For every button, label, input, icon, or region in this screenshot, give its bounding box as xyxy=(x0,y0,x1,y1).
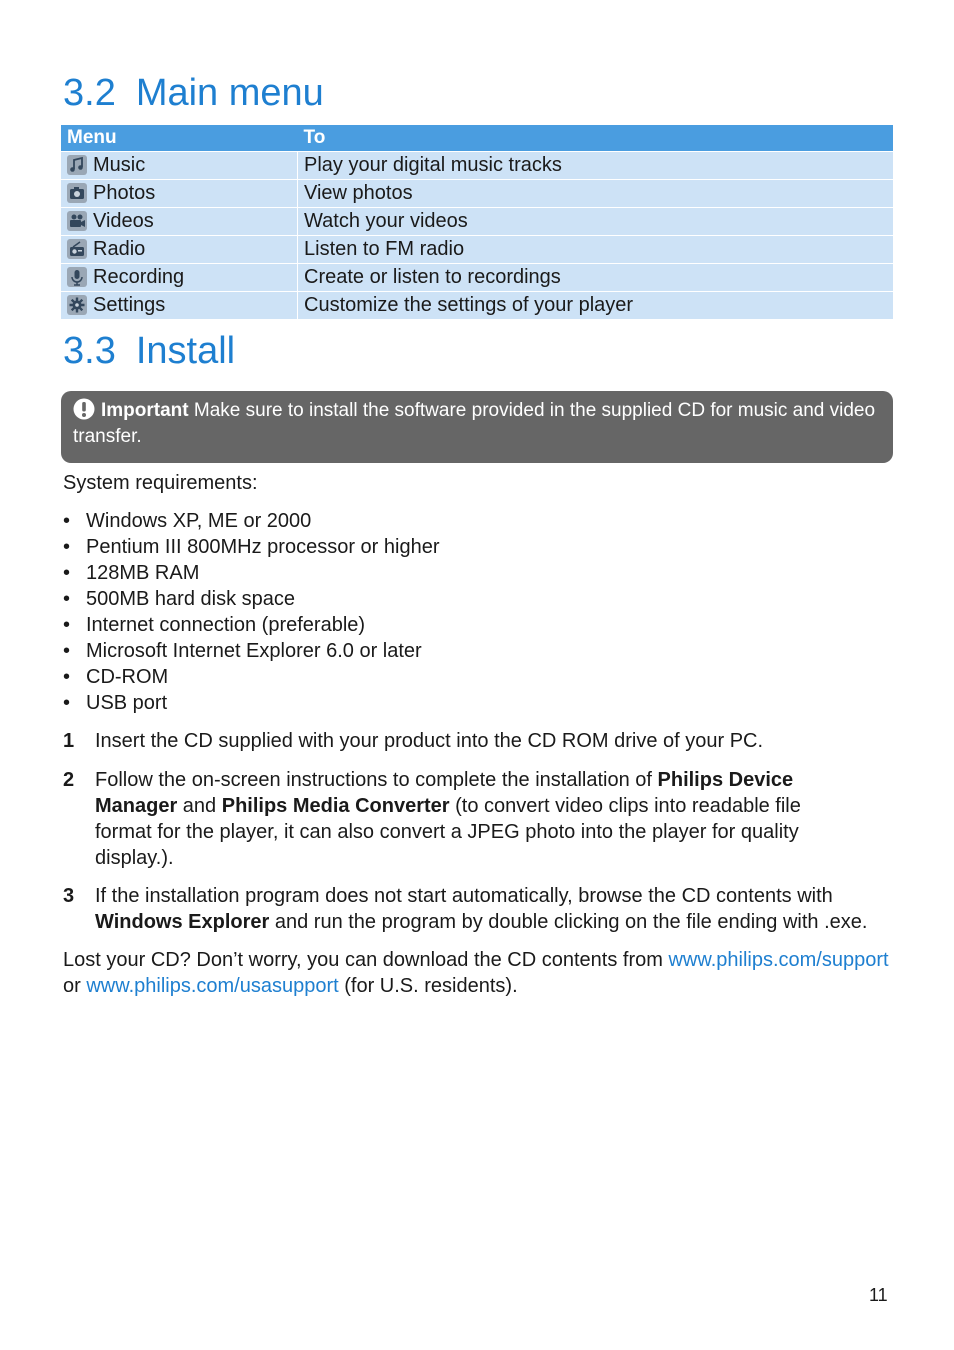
table-row xyxy=(61,180,893,208)
page-number: 11 xyxy=(869,1285,888,1305)
list-item: • CD-ROM xyxy=(63,664,440,690)
menu-cell xyxy=(61,236,298,264)
step-number: 1 xyxy=(63,730,75,752)
menu-label: Photos xyxy=(93,182,156,204)
camera-icon xyxy=(67,183,87,203)
step-text xyxy=(95,767,843,871)
menu-label: Recording xyxy=(93,266,185,288)
step-number: 3 xyxy=(63,885,75,907)
menu-label: Music xyxy=(93,154,146,176)
list-item: • Pentium III 800MHz processor or higher xyxy=(63,534,440,560)
main-menu-table xyxy=(61,125,893,319)
step-text-part: (to convert video clips into readable file format for the player, it can also convert a JPEG photo into the player for quality display.). xyxy=(95,795,801,869)
section-heading-main-menu xyxy=(63,74,324,112)
lost-cd-text: (for U.S. residents). xyxy=(338,975,518,997)
lost-cd-paragraph xyxy=(63,947,903,999)
section-number: 3.2 xyxy=(63,72,116,114)
microphone-icon xyxy=(67,267,87,287)
menu-cell xyxy=(61,264,298,292)
step-text-part: Follow the on-screen instructions to complete the installation of xyxy=(95,769,658,791)
step-text: Insert the CD supplied with your product into the CD ROM drive of your PC. xyxy=(95,730,764,752)
table-row xyxy=(61,208,893,236)
install-step-1 xyxy=(63,728,903,754)
menu-cell xyxy=(61,180,298,208)
install-step-3 xyxy=(63,883,903,935)
list-item: • Microsoft Internet Explorer 6.0 or later xyxy=(63,638,440,664)
support-link[interactable]: www.philips.com/support xyxy=(668,949,889,971)
system-requirements-intro: System requirements: xyxy=(63,472,258,494)
list-item: • Windows XP, ME or 2000 xyxy=(63,508,440,534)
menu-cell xyxy=(61,152,298,180)
to-cell: Play your digital music tracks xyxy=(298,152,894,180)
windows-explorer-name: Windows Explorer xyxy=(95,911,270,933)
list-item: • 128MB RAM xyxy=(63,560,440,586)
install-step-2 xyxy=(63,767,843,871)
product-name-media-converter: Philips Media Converter xyxy=(221,795,450,817)
important-label: Important xyxy=(101,400,189,421)
radio-icon xyxy=(67,239,87,259)
section-heading-install xyxy=(63,332,235,370)
table-header-row xyxy=(61,125,893,152)
column-header-to: To xyxy=(298,125,894,152)
section-title: Main menu xyxy=(135,72,324,114)
menu-cell xyxy=(61,292,298,320)
step-text-part: and xyxy=(177,795,222,817)
gear-icon xyxy=(67,295,87,315)
system-requirements-list xyxy=(63,508,440,716)
list-item: • 500MB hard disk space xyxy=(63,586,440,612)
to-cell: Create or listen to recordings xyxy=(298,264,894,292)
list-item: • USB port xyxy=(63,690,440,716)
product-name-device-manager: Philips Device Manager xyxy=(95,769,794,817)
step-number: 2 xyxy=(63,769,75,791)
to-cell: Customize the settings of your player xyxy=(298,292,894,320)
lost-cd-text: Lost your CD? Don’t worry, you can download the CD contents from xyxy=(63,949,669,971)
menu-label: Radio xyxy=(93,238,146,260)
to-cell: View photos xyxy=(298,180,894,208)
lost-cd-text: or xyxy=(63,975,87,997)
music-note-icon xyxy=(67,155,87,175)
column-header-menu: Menu xyxy=(61,125,298,152)
table-row xyxy=(61,292,893,320)
important-notice xyxy=(61,391,893,463)
usa-support-link[interactable]: www.philips.com/usasupport xyxy=(86,975,339,997)
table-row xyxy=(61,152,893,180)
important-text: Make sure to install the software provided in the supplied CD for music and video transfer. xyxy=(73,400,876,447)
video-camera-icon xyxy=(67,211,87,231)
menu-label: Settings xyxy=(93,294,166,316)
table-row xyxy=(61,264,893,292)
menu-cell xyxy=(61,208,298,236)
exclamation-icon xyxy=(73,398,95,420)
step-text xyxy=(95,883,903,935)
section-number: 3.3 xyxy=(63,330,116,372)
section-title: Install xyxy=(135,330,236,372)
step-text-part: If the installation program does not start automatically, browse the CD contents with xyxy=(95,885,833,907)
to-cell: Listen to FM radio xyxy=(298,236,894,264)
list-item: • Internet connection (preferable) xyxy=(63,612,440,638)
menu-label: Videos xyxy=(93,210,154,232)
table-row xyxy=(61,236,893,264)
to-cell: Watch your videos xyxy=(298,208,894,236)
step-text-part: and run the program by double clicking on the file ending with .exe. xyxy=(269,911,868,933)
